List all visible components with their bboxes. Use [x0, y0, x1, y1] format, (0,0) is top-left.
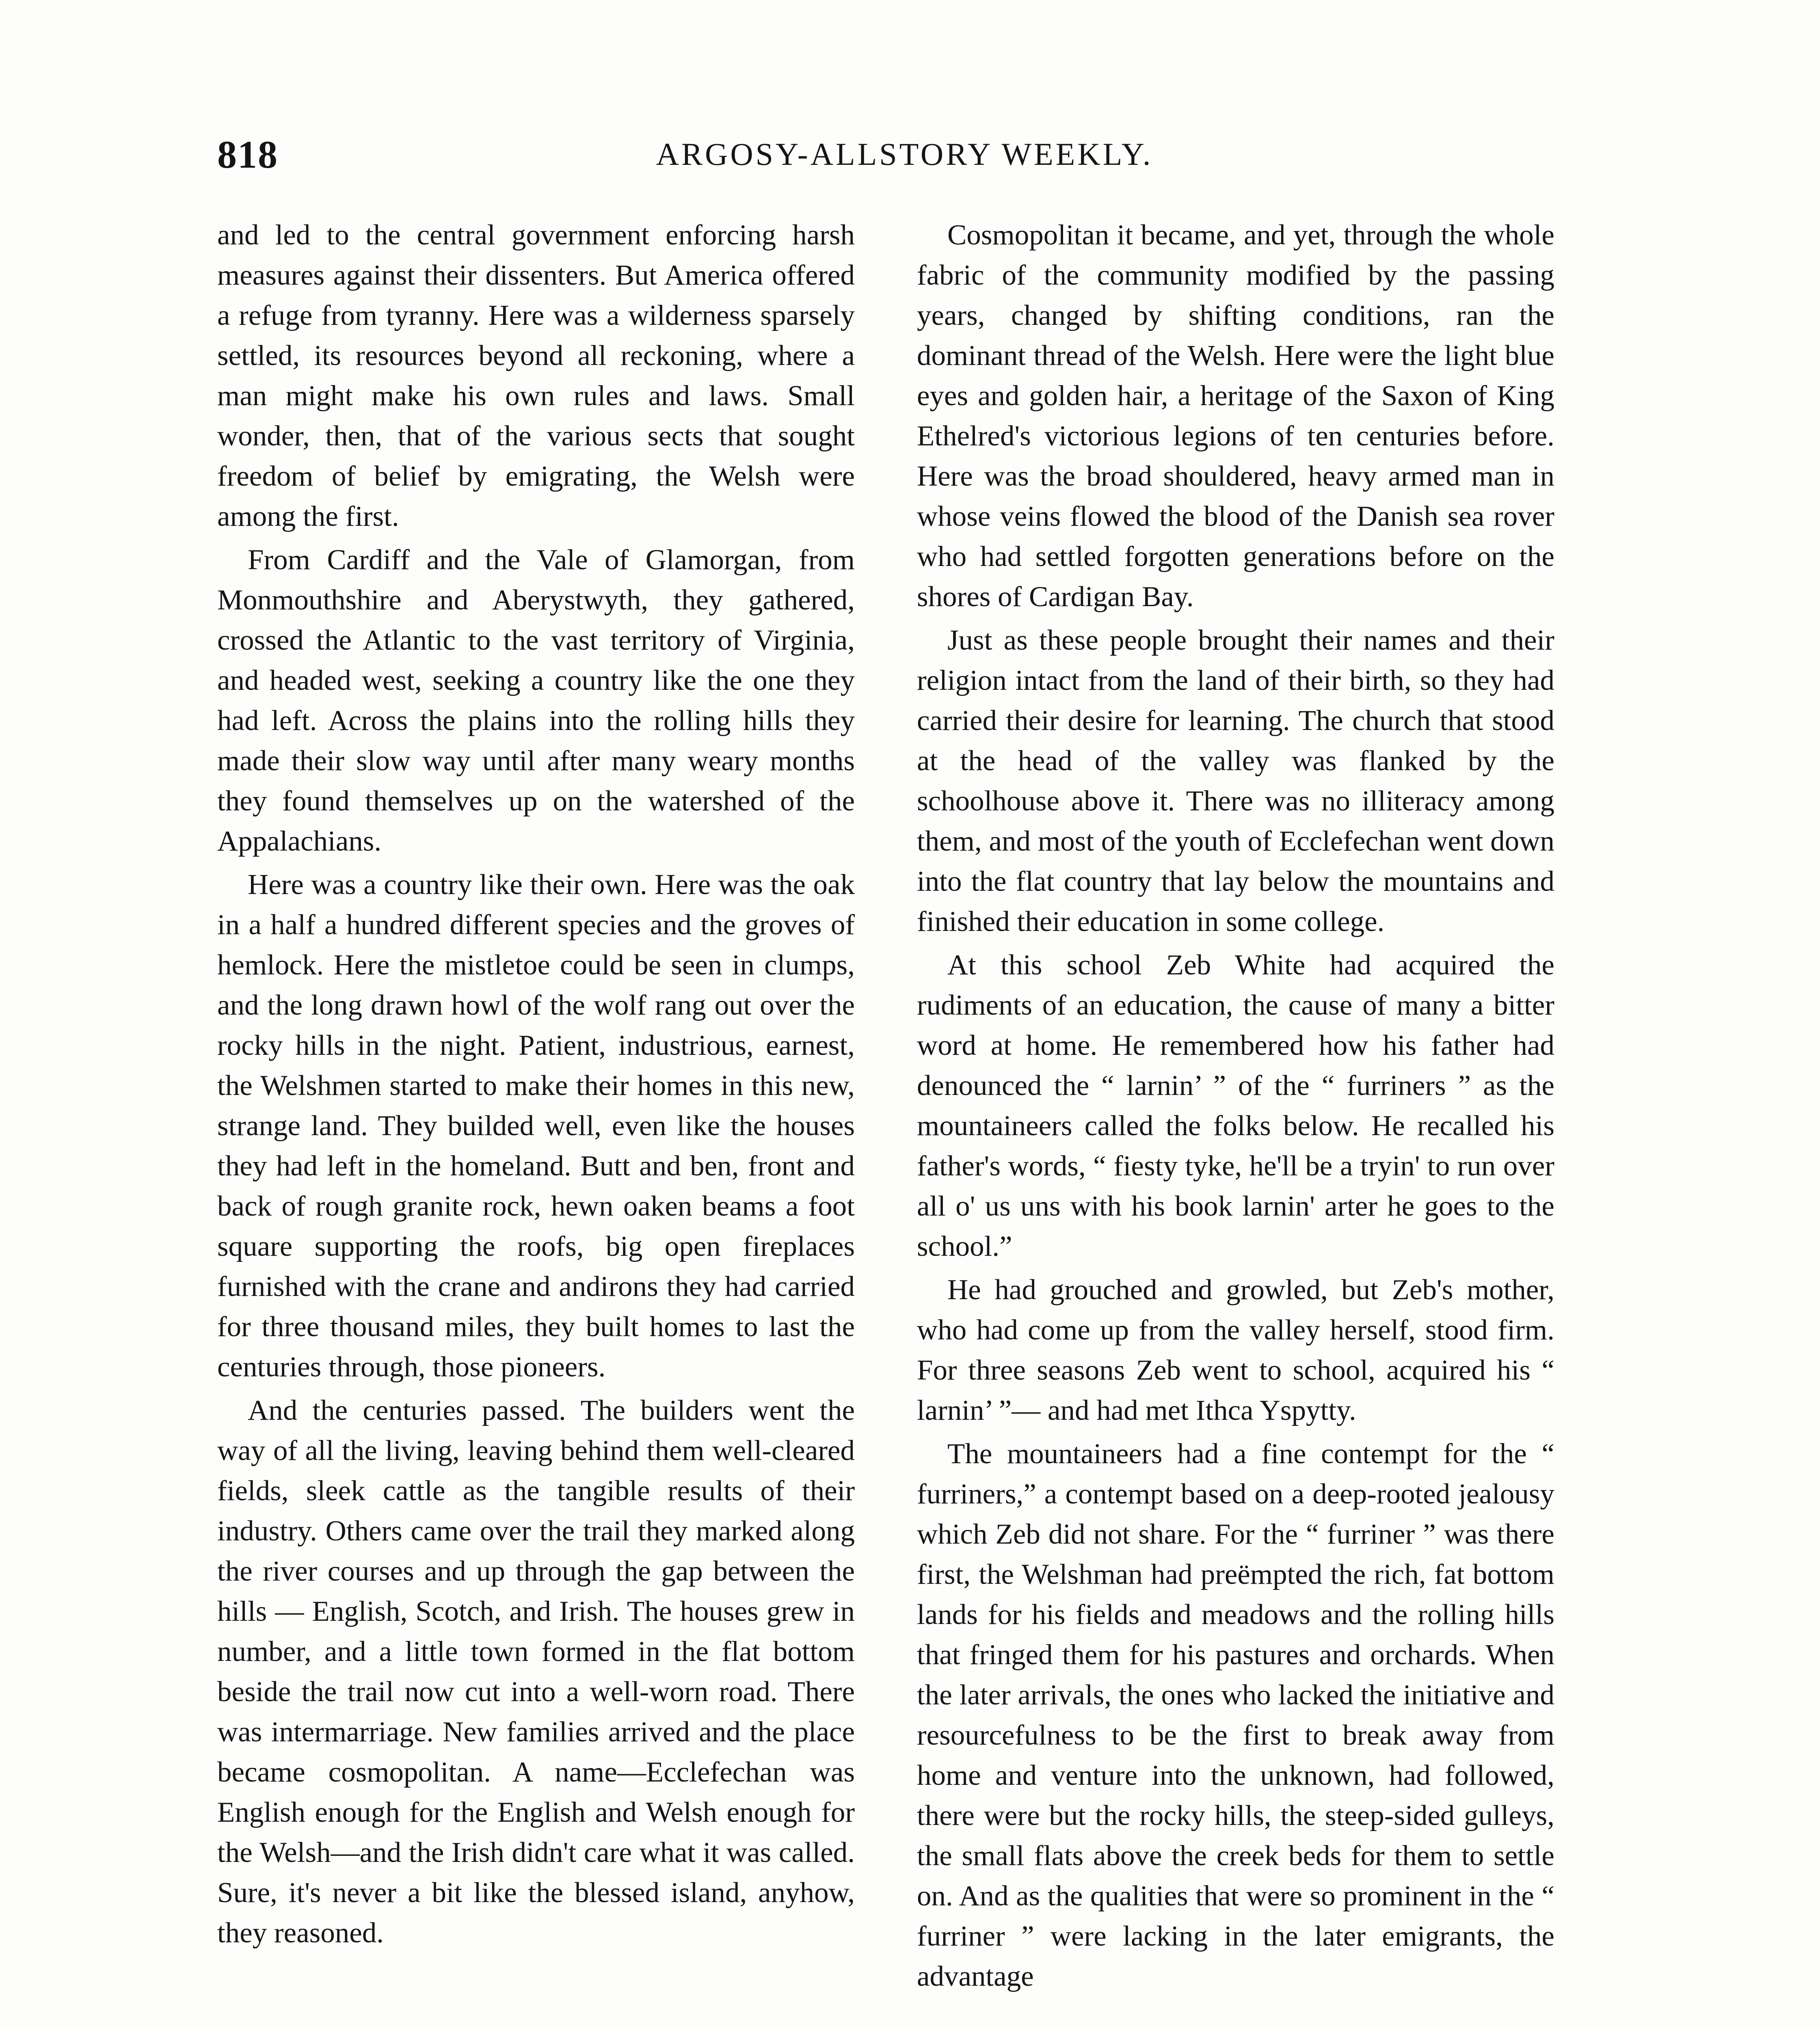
paragraph: From Cardiff and the Vale of Glamorgan, from Monmouthshire and Aberystwyth, they gathered, crossed the Atlantic to the vast territory of Virginia, and headed west, seeking a country like the one they had left. Across the plains into the rolling hills they made their slow way until after many weary months they found themselves up on the watershed of the Appalachians. [217, 544, 855, 857]
paragraph: Here was a country like their own. Here was the oak in a half a hundred different species and the groves of hemlock. Here the mistletoe could be seen in clumps, and the long drawn howl of the wolf rang out over the rocky hills in the night. Patient, industrious, earnest, the Welshmen started to make their homes in this new, strange land. They builded well, even like the houses they had left in the homeland. Butt and ben, front and back of rough granite rock, hewn oaken beams a foot square supporting the roofs, big open fireplaces furnished with the crane and andirons they had carried for three thousand miles, they built homes to last the centuries through, those pioneers. [217, 869, 855, 1383]
paragraph: Just as these people brought their names and their religion intact from the land of their birth, so they had carried their desire for learning. The church that stood at the head of the valley was flanked by the schoolhouse above it. There was no illiteracy among them, and most of the youth of Ecclefechan went down into the flat country that lay below the mountains and finished their education in some college. [917, 624, 1554, 937]
page-header [217, 132, 1567, 193]
paragraph: The mountaineers had a fine contempt for the “ furriners,” a contempt based on a deep-rooted jealousy which Zeb did not share. For the “ furriner ” was there first, the Welshman had preëmpted the rich, fat bottom lands for his fields and meadows and the rolling hills that fringed them for his pastures and orchards. When the later arrivals, the ones who lacked the initiative and resourcefulness to be the first to break away from home and venture into the unknown, had followed, there were but the rocky hills, the steep-sided gulleys, the small flats above the creek beds for them to settle on. And as the qualities that were so prominent in the “ furriner ” were lacking in the later emigrants, the advantage [917, 1438, 1554, 1992]
paragraph: Cosmopolitan it became, and yet, through the whole fabric of the community modified by the passing years, changed by shifting conditions, ran the dominant thread of the Welsh. Here were the light blue eyes and golden hair, a heritage of the Saxon of King Ethelred's victorious legions of ten centuries before. Here was the broad shouldered, heavy armed man in whose veins flowed the blood of the Danish sea rover who had settled forgotten generations before on the shores of Cardigan Bay. [917, 219, 1554, 613]
page-number: 818 [217, 133, 278, 176]
paragraph: He had grouched and growled, but Zeb's mother, who had come up from the valley herself, stood firm. For three seasons Zeb went to school, acquired his “ larnin’ ”— and had met Ithca Yspytty. [917, 1274, 1554, 1426]
right-column [917, 215, 1554, 2030]
running-title: ARGOSY-ALLSTORY WEEKLY. [656, 136, 1153, 172]
left-column [217, 215, 855, 2030]
paragraph: And the centuries passed. The builders went the way of all the living, leaving behind them well-cleared fields, sleek cattle as the tangible results of their industry. Others came over the trail they marked along the river courses and up through the gap between the hills — English, Scotch, and Irish. The houses grew in number, and a little town formed in the flat bottom beside the trail now cut into a well-worn road. There was intermarriage. New families arrived and the place became cosmopolitan. A name—Ecclefechan was English enough for the English and Welsh enough for the Welsh—and the Irish didn't care what it was called. Sure, it's never a bit like the blessed island, anyhow, they reasoned. [217, 1395, 855, 1949]
paragraph: and led to the central government enforcing harsh measures against their dissenters. But America offered a refuge from tyranny. Here was a wilderness sparsely settled, its resources beyond all reckoning, where a man might make his own rules and laws. Small wonder, then, that of the various sects that sought freedom of belief by emigrating, the Welsh were among the first. [217, 219, 855, 532]
paragraph: At this school Zeb White had acquired the rudiments of an education, the cause of many a bitter word at home. He remembered how his father had denounced the “ larnin’ ” of the “ furriners ” as the mountaineers called the folks below. He recalled his father's words, “ fiesty tyke, he'll be a tryin' to run over all o' us uns with his book larnin' arter he goes to the school.” [917, 949, 1554, 1262]
